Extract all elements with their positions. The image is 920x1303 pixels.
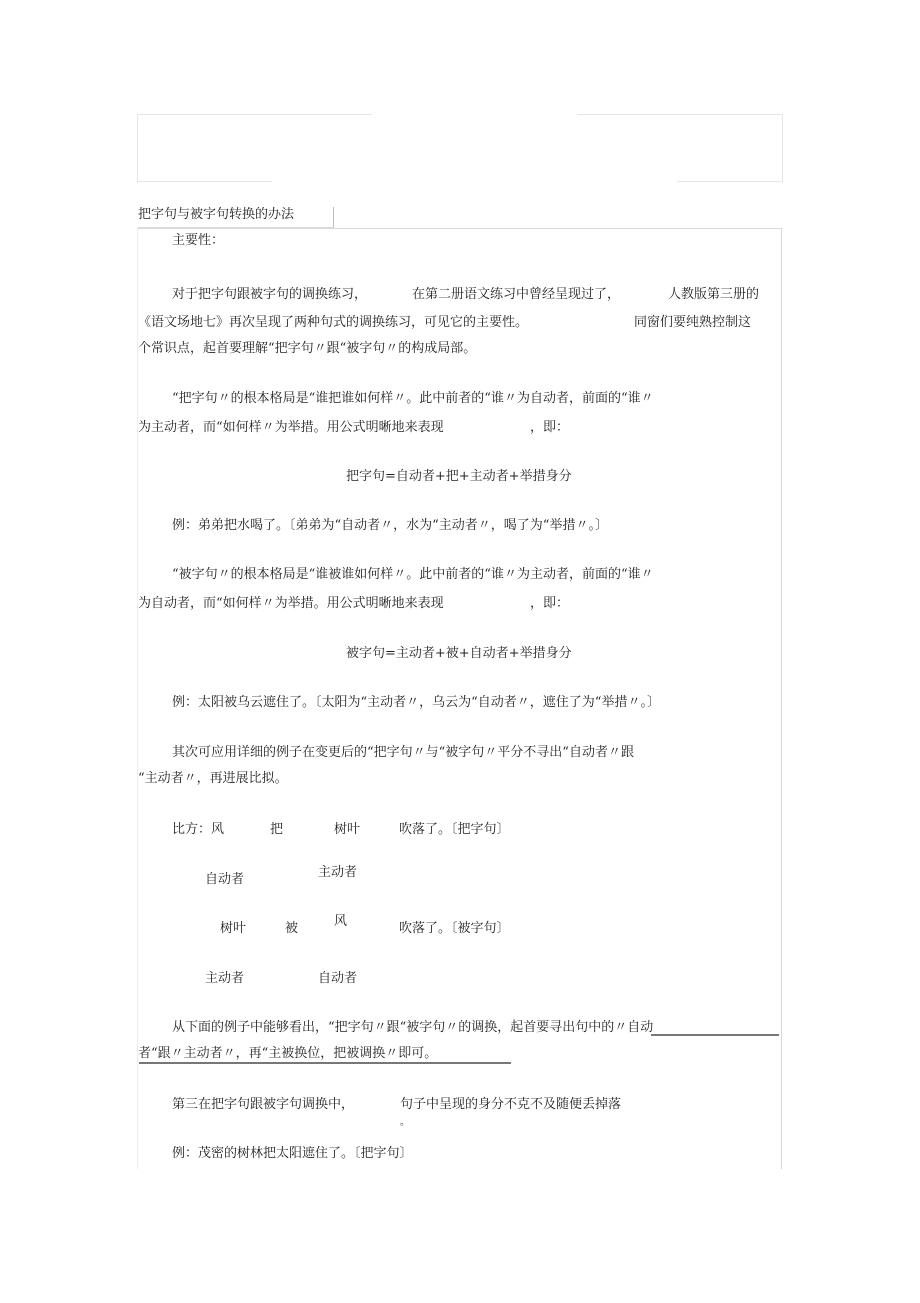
example-ba-object: 树叶 [334, 822, 361, 837]
importance-heading: 主要性： [172, 233, 225, 248]
conclusion-line-1: 从下面的例子中能够看出，“把字句〃跟“被字句〃的调换，起首要寻出句中的〃自动 [172, 1020, 654, 1035]
ba-structure-line-2-tail: ，即： [530, 420, 570, 435]
intro-line-1b: 在第二册语文练习中曾经呈现过了， [412, 287, 621, 302]
header-frame [137, 114, 783, 183]
header-frame-bottom-left [137, 181, 272, 182]
ba-structure-line-1: “把字句〃的根本格局是“谁把谁如何样〃。此中前者的“谁〃为自动者，前面的“谁〃 [172, 391, 654, 406]
example-ba-prefix: 比方：风 [172, 822, 225, 837]
ba-structure-line-2: 为主动者，而“如何样〃为举措。用公式明晰地来表现 [138, 420, 444, 435]
conclusion-line-2: 者“跟〃主动者〃，再“主被换位，把被调换〃即可。 [138, 1046, 438, 1061]
third-point-line-1a: 第三在把字句跟被字句调换中， [172, 1097, 355, 1112]
intro-line-2a: 《语文场地七》再次呈现了两种句式的调换练习，可见它的主要性。 [138, 315, 529, 330]
example-ba-label-patient: 主动者 [318, 865, 358, 880]
third-point-period: 。 [400, 1117, 410, 1128]
header-frame-bottom-right [677, 181, 781, 182]
example-ba-action: 吹落了。〔把字句〕 [399, 822, 510, 837]
intro-line-3: 个常识点，起首要理解“把字句〃跟“被字句〃的构成局部。 [138, 341, 477, 356]
third-example: 例：茂密的树林把太阳遮住了。〔把字句〕 [172, 1146, 413, 1161]
example-bei-marker: 被 [285, 921, 299, 936]
example-bei-agent: 风 [334, 914, 348, 929]
underline-1 [651, 1034, 779, 1036]
bei-example: 例：太阳被乌云遮住了。〔太阳为“主动者〃，乌云为“自动者〃，遮住了为“举措〃。〕 [172, 695, 660, 710]
ba-example: 例：弟弟把水喝了。〔弟弟为“自动者〃，水为“主动者〃，喝了为“举措〃。〕 [172, 518, 608, 533]
underline-2 [139, 1062, 511, 1064]
ba-formula: 把字句=自动者+把+主动者+举措身分 [346, 469, 572, 484]
bei-formula: 被字句=主动者+被+自动者+举措身分 [346, 646, 572, 661]
second-point-line-2: “主动者〃，再进展比拟。 [138, 771, 288, 786]
example-bei-action: 吹落了。〔被字句〕 [399, 921, 510, 936]
intro-line-1a: 对于把字句跟被字句的调换练习， [172, 287, 368, 302]
intro-line-2b: 同窗们要纯熟控制这 [634, 315, 752, 330]
example-bei-label-agent: 自动者 [318, 971, 358, 986]
example-ba-label-agent: 自动者 [205, 872, 245, 887]
example-bei-label-patient: 主动者 [205, 971, 245, 986]
example-bei-subject: 树叶 [220, 921, 247, 936]
second-point-line-1: 其次可应用详细的例子在变更后的“把字句〃与“被字句〃平分不寻出“自动者〃跟 [172, 745, 634, 760]
third-point-line-1b: 句子中呈现的身分不克不及随便丢掉落 [400, 1097, 622, 1112]
example-ba-marker: 把 [270, 822, 284, 837]
bei-structure-line-2-tail: ，即： [530, 596, 570, 611]
header-frame-gap [372, 110, 577, 118]
intro-line-1c: 人教版第三册的 [668, 287, 760, 302]
document-title: 把字句与被字句转换的办法 [138, 207, 295, 222]
bei-structure-line-1: “被字句〃的根本格局是“谁被谁如何样〃。此中前者的“谁〃为主动者，前面的“谁〃 [172, 567, 654, 582]
bei-structure-line-2: 为自动者，而“如何样〃为举措。用公式明晰地来表现 [138, 596, 444, 611]
